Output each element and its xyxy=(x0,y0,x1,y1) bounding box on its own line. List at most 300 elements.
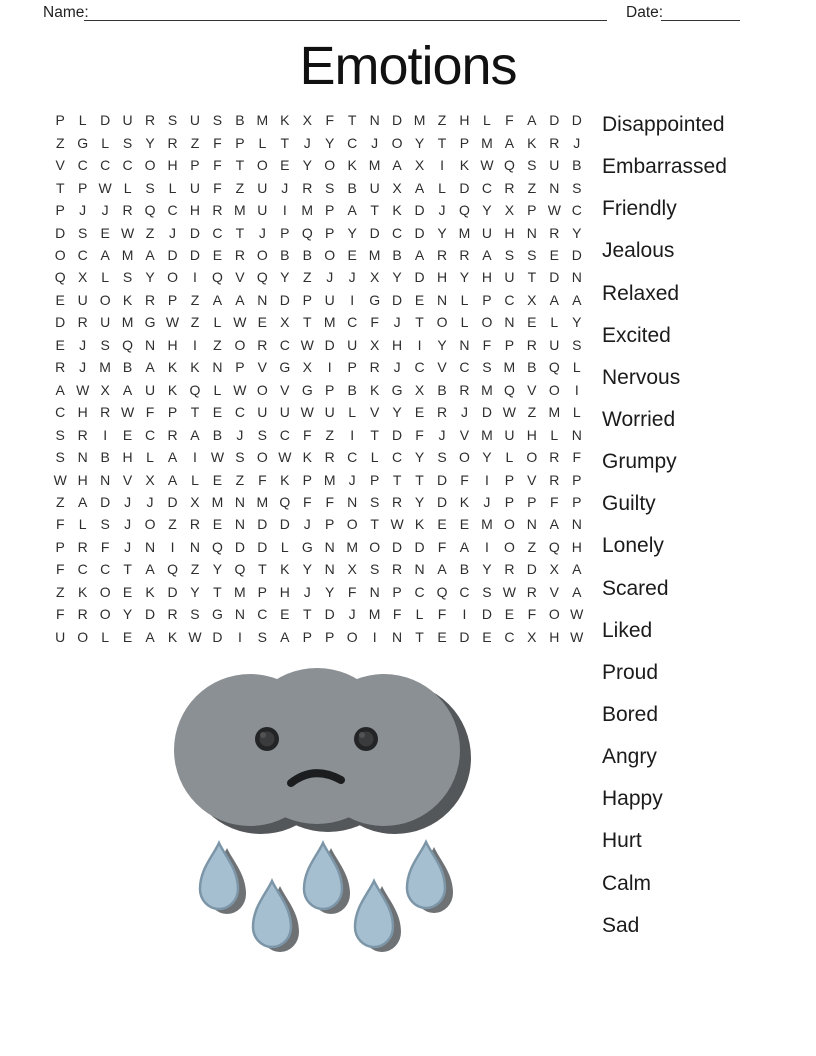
grid-letter: F xyxy=(55,561,65,578)
grid-letter: S xyxy=(257,628,268,645)
grid-letter: A xyxy=(100,246,110,263)
grid-letter: P xyxy=(55,538,65,555)
grid-letter: I xyxy=(440,157,444,174)
grid-letter: U xyxy=(55,628,66,645)
grid-letter: L xyxy=(550,314,559,331)
grid-letter: R xyxy=(167,134,178,151)
grid-letter: Q xyxy=(301,224,313,241)
grid-letter: T xyxy=(258,561,267,578)
grid-letter: Y xyxy=(414,494,425,511)
grid-letter: M xyxy=(481,134,493,151)
grid-letter: M xyxy=(458,224,471,241)
grid-letter: W xyxy=(300,404,314,421)
grid-letter: F xyxy=(550,494,559,511)
grid-letter: M xyxy=(301,202,314,219)
grid-letter: P xyxy=(459,134,470,151)
grid-letter: O xyxy=(234,336,246,353)
grid-letter: Z xyxy=(190,291,200,308)
grid-letter: M xyxy=(234,202,246,219)
grid-letter: S xyxy=(122,269,133,286)
grid-letter: P xyxy=(235,359,245,376)
grid-letter: N xyxy=(324,561,335,578)
grid-letter: D xyxy=(414,202,425,219)
grid-letter: J xyxy=(124,494,132,511)
grid-letter: F xyxy=(527,606,537,623)
grid-letter: R xyxy=(459,381,470,398)
grid-letter: F xyxy=(100,538,110,555)
grid-letter: O xyxy=(503,538,515,555)
grid-letter: F xyxy=(302,494,312,511)
grid-letter: D xyxy=(571,246,582,263)
grid-letter: J xyxy=(438,202,446,219)
word-list-item: Sad xyxy=(602,913,640,937)
grid-letter: E xyxy=(280,157,290,174)
grid-letter: R xyxy=(526,583,537,600)
grid-letter: V xyxy=(437,359,447,376)
grid-letter: Y xyxy=(482,449,492,466)
grid-letter: R xyxy=(122,202,133,219)
grid-letter: A xyxy=(122,381,133,398)
grid-letter: O xyxy=(503,516,515,533)
grid-letter: D xyxy=(414,269,425,286)
grid-letter: M xyxy=(121,314,134,331)
grid-letter: U xyxy=(549,336,560,353)
grid-letter: Z xyxy=(527,538,537,555)
grid-letter: D xyxy=(167,246,178,263)
grid-letter: C xyxy=(392,449,403,466)
grid-letter: L xyxy=(101,628,110,645)
word-list-item: Grumpy xyxy=(602,450,677,474)
date-blank-line xyxy=(661,6,740,21)
grid-letter: R xyxy=(77,606,88,623)
grid-letter: G xyxy=(301,538,313,555)
grid-letter: E xyxy=(257,314,268,331)
grid-letter: F xyxy=(437,606,447,623)
grid-letter: C xyxy=(77,561,88,578)
grid-letter: I xyxy=(574,381,579,398)
grid-letter: L xyxy=(146,449,154,466)
grid-letter: Y xyxy=(437,336,447,353)
grid-letter: R xyxy=(212,202,223,219)
grid-letter: S xyxy=(167,112,178,129)
grid-letter: E xyxy=(347,246,357,263)
grid-letter: N xyxy=(212,359,223,376)
grid-letter: O xyxy=(144,157,156,174)
grid-letter: W xyxy=(233,381,247,398)
grid-letter: I xyxy=(193,336,197,353)
page-title: Emotions xyxy=(299,36,517,96)
grid-letter: M xyxy=(368,246,381,263)
grid-letter: Z xyxy=(325,426,334,443)
grid-letter: T xyxy=(415,314,424,331)
grid-letter: E xyxy=(527,314,537,331)
grid-letter: O xyxy=(369,538,381,555)
grid-letter: W xyxy=(53,471,67,488)
grid-letter: R xyxy=(549,449,560,466)
grid-letter: J xyxy=(79,202,87,219)
grid-letter: W xyxy=(165,314,180,331)
grid-letter: T xyxy=(347,112,357,129)
grid-letter: E xyxy=(280,606,290,623)
grid-letter: Y xyxy=(280,269,290,286)
grid-letter: A xyxy=(55,381,65,398)
grid-letter: B xyxy=(347,179,357,196)
grid-letter: X xyxy=(302,112,312,129)
grid-letter: X xyxy=(302,359,312,376)
grid-letter: K xyxy=(414,516,425,533)
grid-letter: T xyxy=(235,224,245,241)
grid-letter: S xyxy=(235,449,245,466)
grid-letter: O xyxy=(459,449,470,466)
grid-letter: Z xyxy=(437,112,447,129)
grid-letter: O xyxy=(99,606,111,623)
grid-letter: Q xyxy=(54,269,66,286)
grid-letter: N xyxy=(324,538,335,555)
grid-letter: N xyxy=(571,516,582,533)
grid-letter: G xyxy=(77,134,89,151)
grid-letter: H xyxy=(167,336,178,353)
grid-letter: C xyxy=(279,336,290,353)
grid-letter: J xyxy=(348,606,356,623)
grid-letter: K xyxy=(122,291,133,308)
sad-rain-cloud-illustration xyxy=(150,650,490,970)
grid-letter: O xyxy=(324,157,336,174)
grid-letter: Q xyxy=(503,157,515,174)
grid-letter: E xyxy=(437,516,447,533)
grid-letter: S xyxy=(572,336,582,353)
grid-letter: N xyxy=(369,583,380,600)
word-list-item: Lonely xyxy=(602,534,664,558)
grid-letter: W xyxy=(98,179,112,196)
grid-letter: J xyxy=(79,359,87,376)
grid-letter: T xyxy=(123,561,132,578)
grid-letter: F xyxy=(437,538,447,555)
grid-letter: O xyxy=(256,157,268,174)
grid-letter: U xyxy=(504,269,515,286)
grid-letter: A xyxy=(549,291,559,308)
grid-letter: E xyxy=(414,404,425,421)
grid-letter: T xyxy=(437,134,447,151)
grid-letter: D xyxy=(144,606,156,623)
grid-letter: T xyxy=(55,179,65,196)
grid-letter: F xyxy=(145,404,155,421)
grid-letter: L xyxy=(370,449,379,466)
grid-letter: G xyxy=(211,606,223,623)
grid-letter: J xyxy=(101,202,109,219)
grid-letter: H xyxy=(279,583,290,600)
grid-letter: C xyxy=(100,157,111,174)
grid-letter: K xyxy=(78,583,88,600)
grid-letter: Z xyxy=(55,494,65,511)
grid-letter: Z xyxy=(235,179,245,196)
grid-letter: F xyxy=(460,471,469,488)
grid-letter: Y xyxy=(302,157,312,174)
grid-letter: H xyxy=(392,336,403,353)
word-list-item: Proud xyxy=(602,660,659,684)
grid-letter: O xyxy=(99,291,111,308)
grid-letter: T xyxy=(415,471,424,488)
grid-letter: R xyxy=(549,224,560,241)
grid-letter: X xyxy=(414,381,425,398)
grid-letter: O xyxy=(548,606,560,623)
grid-letter: A xyxy=(190,426,200,443)
grid-letter: X xyxy=(190,494,200,511)
grid-letter: D xyxy=(549,269,560,286)
grid-letter: J xyxy=(393,314,401,331)
grid-letter: A xyxy=(392,157,402,174)
grid-letter: B xyxy=(212,426,223,443)
grid-letter: K xyxy=(167,359,178,376)
word-list-item: Bored xyxy=(602,703,659,727)
grid-letter: C xyxy=(504,291,515,308)
grid-letter: T xyxy=(415,628,424,645)
grid-letter: J xyxy=(326,269,334,286)
grid-letter: I xyxy=(237,628,242,645)
grid-letter: K xyxy=(459,494,470,511)
cloud-body xyxy=(174,668,460,826)
word-list-item: Hurt xyxy=(602,829,642,853)
grid-letter: J xyxy=(348,269,356,286)
grid-letter: P xyxy=(235,134,245,151)
grid-letter: Z xyxy=(527,404,537,421)
grid-letter: Y xyxy=(392,404,402,421)
grid-letter: B xyxy=(437,381,447,398)
grid-letter: I xyxy=(193,269,197,286)
grid-letter: E xyxy=(100,224,110,241)
grid-letter: W xyxy=(210,449,225,466)
grid-letter: L xyxy=(415,606,424,623)
grid-letter: A xyxy=(572,583,582,600)
grid-letter: E xyxy=(504,606,515,623)
grid-letter: D xyxy=(481,606,492,623)
grid-letter: J xyxy=(303,134,311,151)
grid-letter: R xyxy=(436,246,448,263)
grid-letter: K xyxy=(459,157,470,174)
grid-letter: B xyxy=(122,359,133,376)
grid-letter: G xyxy=(279,359,291,376)
grid-letter: C xyxy=(234,404,245,421)
grid-letter: H xyxy=(549,628,560,645)
grid-letter: K xyxy=(167,628,178,645)
grid-letter: C xyxy=(347,449,358,466)
grid-letter: L xyxy=(572,359,581,376)
grid-letter: Y xyxy=(414,134,425,151)
grid-letter: M xyxy=(323,314,336,331)
grid-letter: B xyxy=(572,157,582,174)
grid-letter: A xyxy=(414,179,425,196)
grid-letter: J xyxy=(169,224,177,241)
grid-letter: Y xyxy=(347,224,357,241)
grid-letter: D xyxy=(414,224,425,241)
grid-letter: Y xyxy=(302,561,312,578)
grid-letter: Y xyxy=(414,449,425,466)
grid-letter: S xyxy=(527,246,537,263)
grid-letter: M xyxy=(481,381,493,398)
grid-letter: C xyxy=(257,606,268,623)
grid-letter: J xyxy=(281,179,289,196)
grid-letter: A xyxy=(78,494,88,511)
grid-letter: N xyxy=(100,471,111,488)
grid-letter: D xyxy=(100,112,111,129)
grid-letter: D xyxy=(369,224,380,241)
grid-letter: S xyxy=(145,179,155,196)
grid-letter: A xyxy=(167,449,178,466)
grid-letter: T xyxy=(392,471,402,488)
grid-letter: S xyxy=(572,179,582,196)
grid-letter: W xyxy=(120,224,135,241)
grid-letter: L xyxy=(438,179,446,196)
grid-letter: F xyxy=(347,583,357,600)
grid-letter: Z xyxy=(168,516,177,533)
grid-letter: U xyxy=(189,179,201,196)
grid-letter: U xyxy=(481,224,492,241)
grid-letter: W xyxy=(188,628,202,645)
grid-letter: I xyxy=(372,628,377,645)
grid-letter: I xyxy=(327,359,332,376)
grid-letter: E xyxy=(55,336,65,353)
raindrop-icon xyxy=(200,843,238,909)
grid-letter: V xyxy=(459,426,470,443)
grid-letter: Q xyxy=(211,538,223,555)
grid-letter: Z xyxy=(302,269,312,286)
grid-letter: D xyxy=(257,538,268,555)
grid-letter: O xyxy=(256,381,268,398)
raindrop-icon xyxy=(407,842,445,908)
grid-letter: S xyxy=(257,426,268,443)
grid-letter: A xyxy=(145,561,155,578)
grid-letter: O xyxy=(436,314,448,331)
grid-letter: S xyxy=(122,134,133,151)
grid-letter: B xyxy=(100,449,110,466)
grid-letter: A xyxy=(235,291,245,308)
grid-letter: U xyxy=(324,291,335,308)
grid-letter: E xyxy=(414,291,425,308)
grid-letter: O xyxy=(144,516,156,533)
grid-letter: R xyxy=(504,561,515,578)
grid-letter: A xyxy=(459,538,470,555)
word-list-item: Scared xyxy=(602,576,669,600)
grid-letter: Y xyxy=(325,134,335,151)
grid-letter: P xyxy=(347,359,357,376)
grid-letter: Q xyxy=(167,561,178,578)
grid-letter: N xyxy=(144,336,156,353)
grid-letter: X xyxy=(347,561,357,578)
grid-letter: T xyxy=(190,404,200,421)
grid-letter: M xyxy=(481,516,493,533)
grid-letter: D xyxy=(167,583,178,600)
grid-letter: N xyxy=(414,561,425,578)
grid-letter: P xyxy=(55,112,65,129)
grid-letter: J xyxy=(303,583,311,600)
grid-letter: X xyxy=(414,157,425,174)
grid-letter: P xyxy=(504,471,515,488)
grid-letter: D xyxy=(526,561,537,578)
grid-letter: Z xyxy=(55,134,65,151)
word-list-item: Embarrassed xyxy=(602,155,727,179)
grid-letter: L xyxy=(78,516,87,533)
grid-letter: F xyxy=(213,179,222,196)
grid-letter: W xyxy=(76,381,90,398)
grid-letter: D xyxy=(392,112,403,129)
grid-letter: D xyxy=(234,538,245,555)
grid-letter: L xyxy=(213,314,222,331)
grid-letter: I xyxy=(170,538,175,555)
grid-letter: M xyxy=(368,157,381,174)
grid-letter: M xyxy=(121,246,134,263)
grid-letter: F xyxy=(325,494,334,511)
grid-letter: Y xyxy=(482,561,492,578)
grid-letter: X xyxy=(100,381,110,398)
grid-letter: U xyxy=(100,314,111,331)
grid-letter: P xyxy=(325,224,335,241)
grid-letter: Z xyxy=(213,336,222,353)
grid-letter: D xyxy=(392,426,403,443)
grid-letter: F xyxy=(213,157,222,174)
grid-letter: U xyxy=(122,112,133,129)
grid-letter: P xyxy=(527,202,537,219)
grid-letter: K xyxy=(347,157,357,174)
grid-letter: Y xyxy=(212,561,223,578)
grid-letter: R xyxy=(77,314,88,331)
grid-letter: P xyxy=(504,494,515,511)
grid-letter: E xyxy=(212,516,223,533)
grid-letter: E xyxy=(55,291,65,308)
grid-letter: M xyxy=(99,359,111,376)
grid-letter: J xyxy=(438,426,446,443)
grid-letter: W xyxy=(300,336,314,353)
grid-letter: O xyxy=(526,449,538,466)
grid-letter: L xyxy=(213,381,222,398)
grid-letter: N xyxy=(189,538,201,555)
grid-letter: K xyxy=(145,583,155,600)
grid-letter: C xyxy=(77,157,88,174)
grid-letter: S xyxy=(212,112,223,129)
grid-letter: Q xyxy=(459,202,470,219)
grid-letter: Z xyxy=(145,224,155,241)
grid-letter: V xyxy=(280,381,290,398)
grid-letter: Y xyxy=(122,606,133,623)
grid-letter: H xyxy=(526,426,537,443)
grid-letter: N xyxy=(436,291,448,308)
grid-letter: H xyxy=(481,269,492,286)
grid-letter: R xyxy=(526,336,537,353)
grid-letter: W xyxy=(547,202,561,219)
grid-letter: H xyxy=(77,404,88,421)
grid-letter: U xyxy=(504,426,515,443)
grid-letter: D xyxy=(257,516,268,533)
grid-letter: C xyxy=(144,426,156,443)
grid-letter: R xyxy=(55,359,66,376)
grid-letter: D xyxy=(279,291,290,308)
grid-letter: B xyxy=(302,246,312,263)
grid-letter: V xyxy=(235,269,245,286)
grid-letter: U xyxy=(324,404,335,421)
grid-letter: A xyxy=(145,628,155,645)
grid-letter: E xyxy=(459,516,470,533)
grid-letter: C xyxy=(414,583,425,600)
grid-letter: F xyxy=(213,134,222,151)
grid-letter: N xyxy=(526,224,537,241)
grid-letter: Y xyxy=(572,314,582,331)
grid-letter: X xyxy=(504,202,515,219)
grid-letter: I xyxy=(462,606,467,623)
grid-letter: T xyxy=(302,314,312,331)
grid-letter: H xyxy=(167,157,178,174)
grid-letter: C xyxy=(571,202,582,219)
grid-letter: D xyxy=(55,314,66,331)
grid-letter: Y xyxy=(392,269,402,286)
grid-letter: K xyxy=(302,449,312,466)
